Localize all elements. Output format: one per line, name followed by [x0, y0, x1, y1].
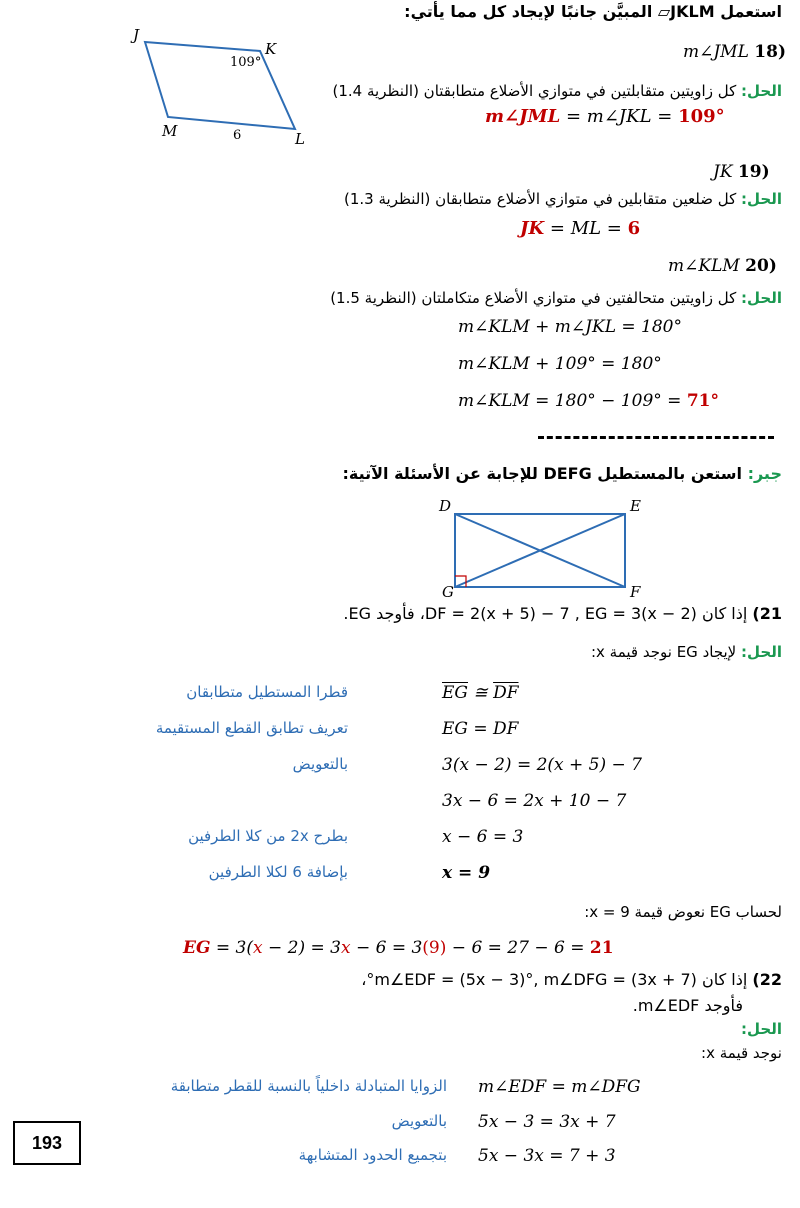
q18-equation: m∠JML = m∠JKL = 109° [485, 106, 725, 127]
parallelogram-figure [110, 25, 310, 160]
q22-step-2-math: 5x − 3 = 3x + 7 [478, 1112, 616, 1132]
vertex-m: M [162, 122, 178, 140]
side-label-6: 6 [233, 128, 242, 143]
section2-instruction: جبر: استعن بالمستطيل DEFG للإجابة عن الأسئلة الآتية: [342, 464, 782, 483]
q22-solution-intro: نوجد قيمة x: [701, 1044, 782, 1062]
vertex-f: F [630, 583, 641, 601]
q19-prompt: JK 19) [713, 162, 770, 182]
q18-prompt: m∠JML 18) [683, 42, 786, 62]
section-divider [538, 436, 774, 439]
q20-solution: الحل: كل زاويتين متحالفتين في متوازي الأضلاع متكاملتان (النظرية 1.5) [330, 289, 782, 307]
q20-prompt: m∠KLM 20) [668, 256, 777, 276]
q19-solution: الحل: كل ضلعين متقابلين في متوازي الأضلاع متطابقان (النظرية 1.3) [343, 190, 782, 208]
q21-step-5-reason: بطرح 2x من كلا الطرفين [188, 827, 348, 845]
q21-substitution-intro: لحساب EG نعوض قيمة x = 9: [584, 903, 782, 921]
q21-step-4-math: 3x − 6 = 2x + 10 − 7 [442, 791, 627, 811]
vertex-d: D [439, 497, 452, 515]
q21-step-1-reason: قطرا المستطيل متطابقان [186, 683, 348, 701]
q21-step-1-math: $\overline{EG}$ ≅ $\overline{DF}$ [442, 683, 519, 703]
q20-line2: m∠KLM + 109° = 180° [458, 354, 662, 374]
q22-prompt: 22) إذا كان m∠EDF = (5x − 3)°, m∠DFG = (3x + 7)°، [361, 970, 782, 989]
q22-step-3-reason: بتجميع الحدود المتشابهة [298, 1146, 447, 1164]
q21-step-6-reason: بإضافة 6 لكلا الطرفين [208, 863, 348, 881]
vertex-k: K [265, 40, 277, 58]
q20-line1: m∠KLM + m∠JKL = 180° [458, 317, 682, 337]
q22-step-1-reason: الزوايا المتبادلة داخلياً بالنسبة للقطر متطابقة [170, 1077, 447, 1095]
q20-line3: m∠KLM = 180° − 109° = 71° [458, 391, 719, 411]
vertex-j: J [133, 26, 140, 44]
q18-solution: الحل: كل زاويتين متقابلتين في متوازي الأضلاع متطابقتان (النظرية 1.4) [332, 82, 782, 100]
q21-step-5-math: x − 6 = 3 [442, 827, 524, 847]
q21-solution-intro: الحل: لإيجاد EG نوجد قيمة x: [590, 643, 782, 661]
angle-label-109: 109° [230, 55, 262, 70]
page-number: 193 [13, 1121, 81, 1165]
vertex-e: E [630, 497, 641, 515]
q22-prompt-line2: فأوجد m∠EDF. [632, 996, 743, 1015]
q22-solution-label: الحل: [741, 1020, 782, 1038]
q22-step-3-math: 5x − 3x = 7 + 3 [478, 1146, 616, 1166]
q22-step-1-math: m∠EDF = m∠DFG [478, 1077, 641, 1097]
q22-step-2-reason: بالتعويض [391, 1112, 447, 1130]
q19-equation: JK = ML = 6 [520, 218, 641, 239]
rectangle-figure [440, 500, 640, 610]
vertex-l: L [295, 130, 305, 148]
q21-step-2-reason: تعريف تطابق القطع المستقيمة [155, 719, 348, 737]
vertex-g: G [442, 583, 454, 601]
q21-step-3-math: 3(x − 2) = 2(x + 5) − 7 [442, 755, 642, 775]
q21-final-equation: EG = 3(x − 2) = 3x − 6 = 3(9) − 6 = 27 − 6 = 21 [183, 938, 614, 958]
q21-step-3-reason: بالتعويض [292, 755, 348, 773]
section1-instruction: استعمل JKLM▱ المبيَّن جانبًا لإيجاد كل مما يأتي: [404, 2, 782, 21]
q21-step-6-math: x = 9 [442, 863, 491, 883]
q21-prompt: 21) إذا كان DF = 2(x + 5) − 7 , EG = 3(x − 2)، فأوجد EG. [343, 604, 782, 623]
q21-step-2-math: EG = DF [442, 719, 519, 739]
